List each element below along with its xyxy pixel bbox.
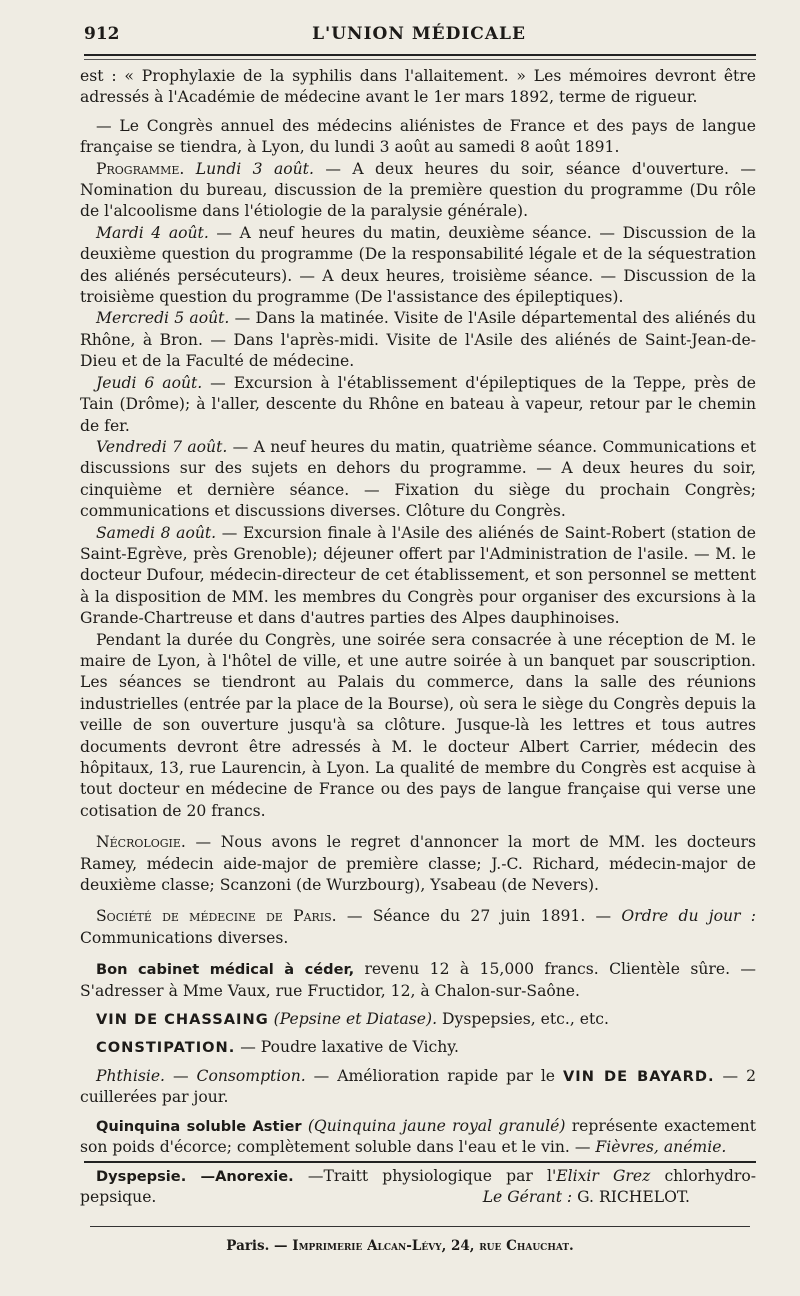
day-text: — Excursion finale à l'Asile des aliénés de Saint-Robert (station de Saint-Egrève, près Grenoble); déjeuner offert par l'Administration de l'asile. — M. le docteur Dufour, médecin-directeur de cet établissement, et son personnel se mettent à la disposition de MM. les membres du Congrès pour organiser des excursions à la Grande-Chartreuse et dans d'autres parties des Alpes dauphinoises. — [80, 523, 756, 628]
ad-text: revenu 12 à 15,000 francs. Clientèle sûre. — S'adresser à Mme Vaux, rue Fructidor, 12, à Chalon-sur-Saône. — [80, 960, 756, 1000]
page-number: 912 — [84, 24, 120, 44]
day-label: Mardi 4 août. — [96, 223, 209, 242]
ad-tail: chlorhydro-pepsique. — [80, 1166, 756, 1206]
article-body — [80, 66, 756, 1208]
ad-text: —Traitt physiologique par l' — [293, 1166, 557, 1185]
programme-label: Programme. — [96, 159, 185, 178]
ad-vin-bayard — [80, 1066, 756, 1109]
paragraph-thursday — [80, 373, 756, 437]
imprint-city: Paris. — — [226, 1238, 288, 1254]
imprint-text: Imprimerie Alcan-Lévy, 24, rue Chauchat. — [292, 1238, 574, 1254]
ad-subtitle: (Pepsine et Diatase). — [273, 1010, 438, 1029]
day-label: Jeudi 6 août. — [96, 373, 203, 392]
paragraph-tuesday — [80, 223, 756, 309]
paragraph-society — [80, 906, 756, 949]
ad-tail: — 2 cuillerées par jour. — [80, 1066, 756, 1107]
header-rule-thin — [84, 59, 756, 60]
day-label: Vendredi 7 août. — [96, 437, 228, 456]
running-header — [84, 20, 754, 50]
ad-text: — Poudre laxative de Vichy. — [235, 1038, 459, 1057]
paragraph-congress-intro: — Le Congrès annuel des médecins aliénistes de France et des pays de langue française se tiendra, à Lyon, du lundi 3 août au samedi 8 août 1891. — [80, 116, 756, 157]
society-label: Société de médecine de Paris. — [96, 907, 337, 926]
ad-tail: Fièvres, anémie. — [595, 1138, 727, 1157]
journal-title: L'UNION MÉDICALE — [312, 24, 526, 44]
day-text: — A neuf heures du matin, quatrième séance. Communications et discussions sur des sujets en dehors du programme. — A deux heures du soir, cinquième et dernière séance. — Fixation du siège du prochain Congrès; communications et discussions diverses. Clôture du Congrès. — [80, 437, 757, 521]
day-label: Lundi 3 août. — [195, 159, 314, 178]
ad-title: Bon cabinet médical à céder, — [96, 961, 355, 979]
signature — [483, 1188, 690, 1206]
necrology-text: — Nous avons le regret d'annoncer la mort de MM. les docteurs Ramey, médecin aide-major de première classe; J.-C. Richard, médecin-major de deuxième classe; Scanzoni (de Wurzbourg), Ysabeau (de Nevers). — [80, 833, 756, 895]
paragraph-necrology — [80, 832, 756, 896]
ad-text: représente exactement son poids d'écorce; complètement soluble dans l'eau et le vin. — — [80, 1116, 756, 1157]
ad-title: Quinquina soluble Astier — [96, 1117, 302, 1135]
ad-title: Dyspepsie. —Anorexie. — [96, 1167, 294, 1185]
paragraph-friday — [80, 437, 756, 523]
day-label: Mercredi 5 août. — [96, 309, 230, 328]
society-tail: Communications diverses. — [80, 928, 289, 947]
ad-quinquina — [80, 1116, 756, 1159]
ad-title: CONSTIPATION. — [96, 1039, 236, 1057]
paragraph-saturday — [80, 523, 756, 630]
ad-separator: — — [165, 1066, 197, 1085]
ad-text: — Amélioration rapide par le — [305, 1066, 563, 1085]
ad-vin-chassaing — [80, 1009, 756, 1030]
ad-constipation — [80, 1037, 756, 1058]
day-label: Samedi 8 août. — [96, 523, 217, 542]
necrology-label: Nécrologie. — [96, 833, 186, 852]
paragraph-wednesday — [80, 308, 756, 372]
ad-label: Phthisie. — [96, 1066, 166, 1085]
footer-rule — [84, 1161, 756, 1163]
day-text: — Excursion à l'établissement d'épileptiques de la Teppe, près de Tain (Drôme); à l'aller, descente du Rhône en bateau à vapeur, retour par le chemin de fer. — [80, 373, 756, 435]
imprint — [0, 1238, 800, 1254]
ad-product: Elixir Grez — [556, 1166, 651, 1185]
ad-title: VIN DE BAYARD. — [563, 1067, 715, 1085]
ad-title: VIN DE CHASSAING — [96, 1011, 269, 1029]
paragraph-congress-details: Pendant la durée du Congrès, une soirée sera consacrée à une réception de M. le maire de Lyon, à l'hôtel de ville, et une autre soirée à un banquet par souscription. Les séances se tiendront au Palais du commerce, dans la salle des réunions industrielles (entrée par la place de la Bourse), où sera le siège du Congrès depuis la veille de son ouverture jusqu'à sa clôture. Jusque-là les lettres et tous autres documents devront être adressés à M. le docteur Albert Carrier, médecin des hôpitaux, 13, rue Laurencin, à Lyon. La qualité de membre du Congrès est acquise à tout docteur en médecine de France ou des pays de langue française qui verse une cotisation de 20 francs. — [80, 630, 756, 820]
day-text: — Dans la matinée. Visite de l'Asile départemental des aliénés du Rhône, à Bron. — Dans l'après-midi. Visite de l'Asile des aliénés de Saint-Jean-de-Dieu et de la Faculté de médecine. — [80, 309, 756, 371]
ad-medical-practice — [80, 959, 756, 1002]
society-text: — Séance du 27 juin 1891. — — [336, 907, 622, 926]
signature-label: Le Gérant : — [482, 1188, 573, 1206]
ad-text: Dyspepsies, etc., etc. — [437, 1010, 609, 1029]
ad-subtitle: (Quinquina jaune royal granulé) — [307, 1116, 566, 1135]
day-text: — A deux heures du soir, séance d'ouverture. — Nomination du bureau, discussion de la première question du programme (Du rôle de l'alcoolisme dans l'étiologie de la paralysie générale). — [80, 159, 756, 221]
order-of-day: Ordre du jour : — [621, 907, 756, 926]
paragraph-monday — [80, 159, 756, 223]
day-text: — A neuf heures du matin, deuxième séance. — Discussion de la deuxième question du programme (De la responsabilité légale et de la séquestration des aliénés persécuteurs). — A deux heures, troisième séance. — Discussion de la troisième question du programme (De l'assistance des épileptiques). — [80, 223, 756, 307]
ad-label: Consomption. — [196, 1066, 306, 1085]
header-rule — [84, 54, 756, 56]
imprint-rule — [90, 1226, 750, 1227]
signature-name: G. RICHELOT. — [577, 1188, 690, 1206]
paragraph-prize-end: est : « Prophylaxie de la syphilis dans l'allaitement. » Les mémoires devront être adressés à l'Académie de médecine avant le 1er mars 1892, terme de rigueur. — [80, 67, 756, 107]
